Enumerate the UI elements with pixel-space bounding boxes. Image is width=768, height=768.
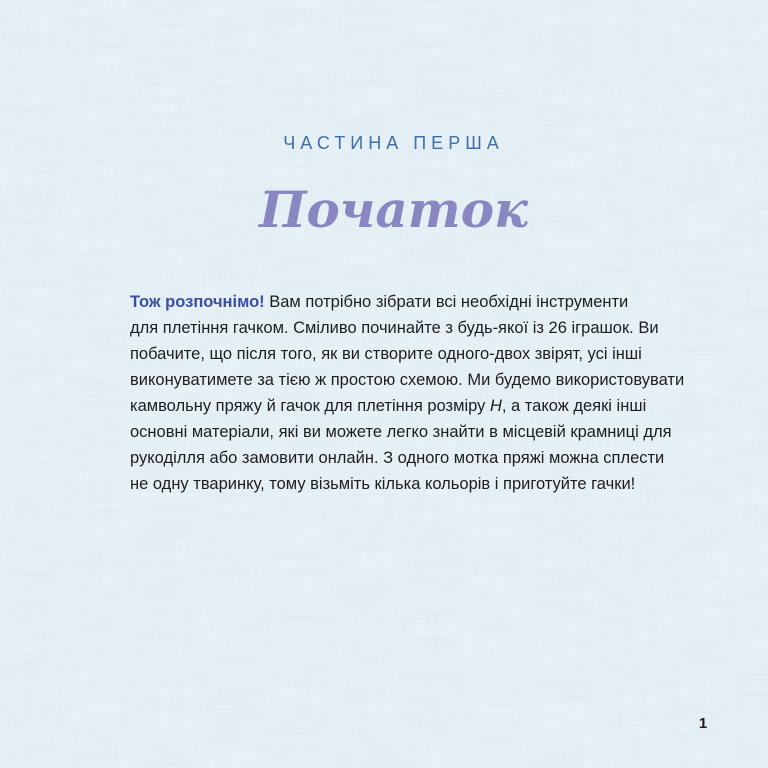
lead-phrase: Тож розпочнімо! [130,293,265,311]
text-segment: побачите, що після того, як ви створите одного-двох звірят, усі інші [130,345,642,363]
text-segment: камвольну пряжу й гачок для плетіння розміру [130,397,490,415]
text-segment: H [489,397,502,415]
paragraph-line [130,367,685,393]
text-segment: основні матеріали, які ви можете легко знайти в місцевій крамниці для [130,423,672,441]
text-segment: виконуватимете за тією ж простою схемою. Ми будемо використовувати [130,371,685,389]
paragraph-line [130,393,670,419]
text-segment: не одну тваринку, тому візьміть кілька кольорів і приготуйте гачки! [130,475,636,493]
paragraph-line [130,289,670,315]
page-number: 1 [698,715,708,732]
part-heading: ЧАСТИНА ПЕРША [283,133,504,153]
text-segment: Вам потрібно зібрати всі необхідні інструменти [264,293,629,311]
text-segment: рукоділля або замовити онлайн. З одного мотка пряжі можна сплести [130,449,665,467]
text-segment: для плетіння гачком. Сміливо починайте з будь-якої із 26 іграшок. Ви [130,319,659,337]
paragraph-line [130,419,670,445]
paragraph-line [130,471,670,497]
paragraph-line [130,341,670,367]
chapter-title: Початок [259,180,528,239]
intro-paragraph [130,289,685,497]
paragraph-line [130,315,670,341]
paragraph-line [130,445,670,471]
text-segment: , а також деякі інші [501,397,647,415]
